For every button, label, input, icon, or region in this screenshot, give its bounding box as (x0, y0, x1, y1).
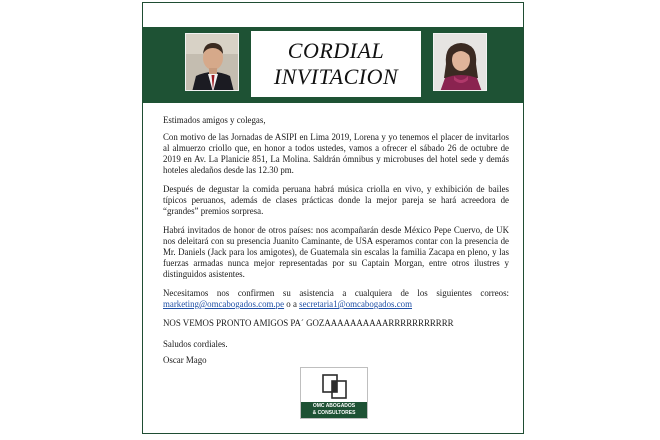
title-line-2: INVITACION (273, 64, 399, 89)
logo-line-1: OMC ABOGADOS (312, 403, 356, 409)
signature-name: Oscar Mago (163, 355, 207, 365)
email-link-marketing[interactable]: marketing@omcabogados.com.pe (163, 299, 285, 309)
invitation-card (142, 2, 524, 434)
woman-portrait-icon (434, 34, 487, 91)
paragraph-guests: Habrá invitados de honor de otros países: nos acompañarán desde México Pepe Cuervo, de UK nos deleitará con su presencia Juanito Caminante, de USA esperamos contar con la presencia de Mr. Daniels (Jack para los amigotes), de Guatemala sin escalas la familia Zacapa en pleno, y las fuerzas armadas nunca mejor representadas por su Captain Morgan, entre otros ilustres y distinguidos asistentes. (163, 225, 509, 279)
title-box (251, 31, 421, 97)
portrait-man-image (185, 33, 239, 91)
logo-label (301, 402, 367, 418)
salutation-text: Saludos cordiales. (163, 339, 228, 349)
rsvp-intro-text: Necesitamos nos confirmen su asistencia a cualquiera de los siguientes correos: (163, 288, 509, 298)
email-connector-text: o a (284, 299, 300, 309)
company-logo (300, 367, 368, 419)
closing-shout-text: NOS VEMOS PRONTO AMIGOS PA´ GOZAAAAAAAAAARRRRRRRRRRR (163, 318, 454, 328)
title-line-1: CORDIAL (287, 38, 385, 63)
header-banner (143, 27, 523, 103)
paragraph-event-details: Con motivo de las Jornadas de ASIPI en Lima 2019, Lorena y yo tenemos el placer de invitarlos al almuerzo criollo que, en honor a todos ustedes, vamos a ofrecer el sábado 26 de octubre de 2019 en Av. La Planicie 851, La Molina. Saldrán ómnibus y microbuses del hotel sede y demás hoteles aledaños desde las 12.30 pm. (163, 132, 509, 175)
logo-line-2: & CONSULTORES (312, 410, 356, 416)
email-link-secretaria[interactable]: secretaria1@omcabogados.com (299, 299, 413, 309)
overlapping-squares-logo-icon (321, 373, 349, 401)
paragraph-activities: Después de degustar la comida peruana habrá música criolla en vivo, y exhibición de bailes típicos peruanos, además de clases prácticas donde la mejor pareja se hará acreedora de “grandes” premios sorpresa. (163, 184, 509, 216)
man-portrait-icon (186, 34, 239, 91)
portrait-woman-image (433, 33, 487, 91)
paragraph-rsvp (163, 288, 509, 310)
greeting-text: Estimados amigos y colegas, (163, 115, 266, 125)
invitation-body (163, 115, 509, 337)
